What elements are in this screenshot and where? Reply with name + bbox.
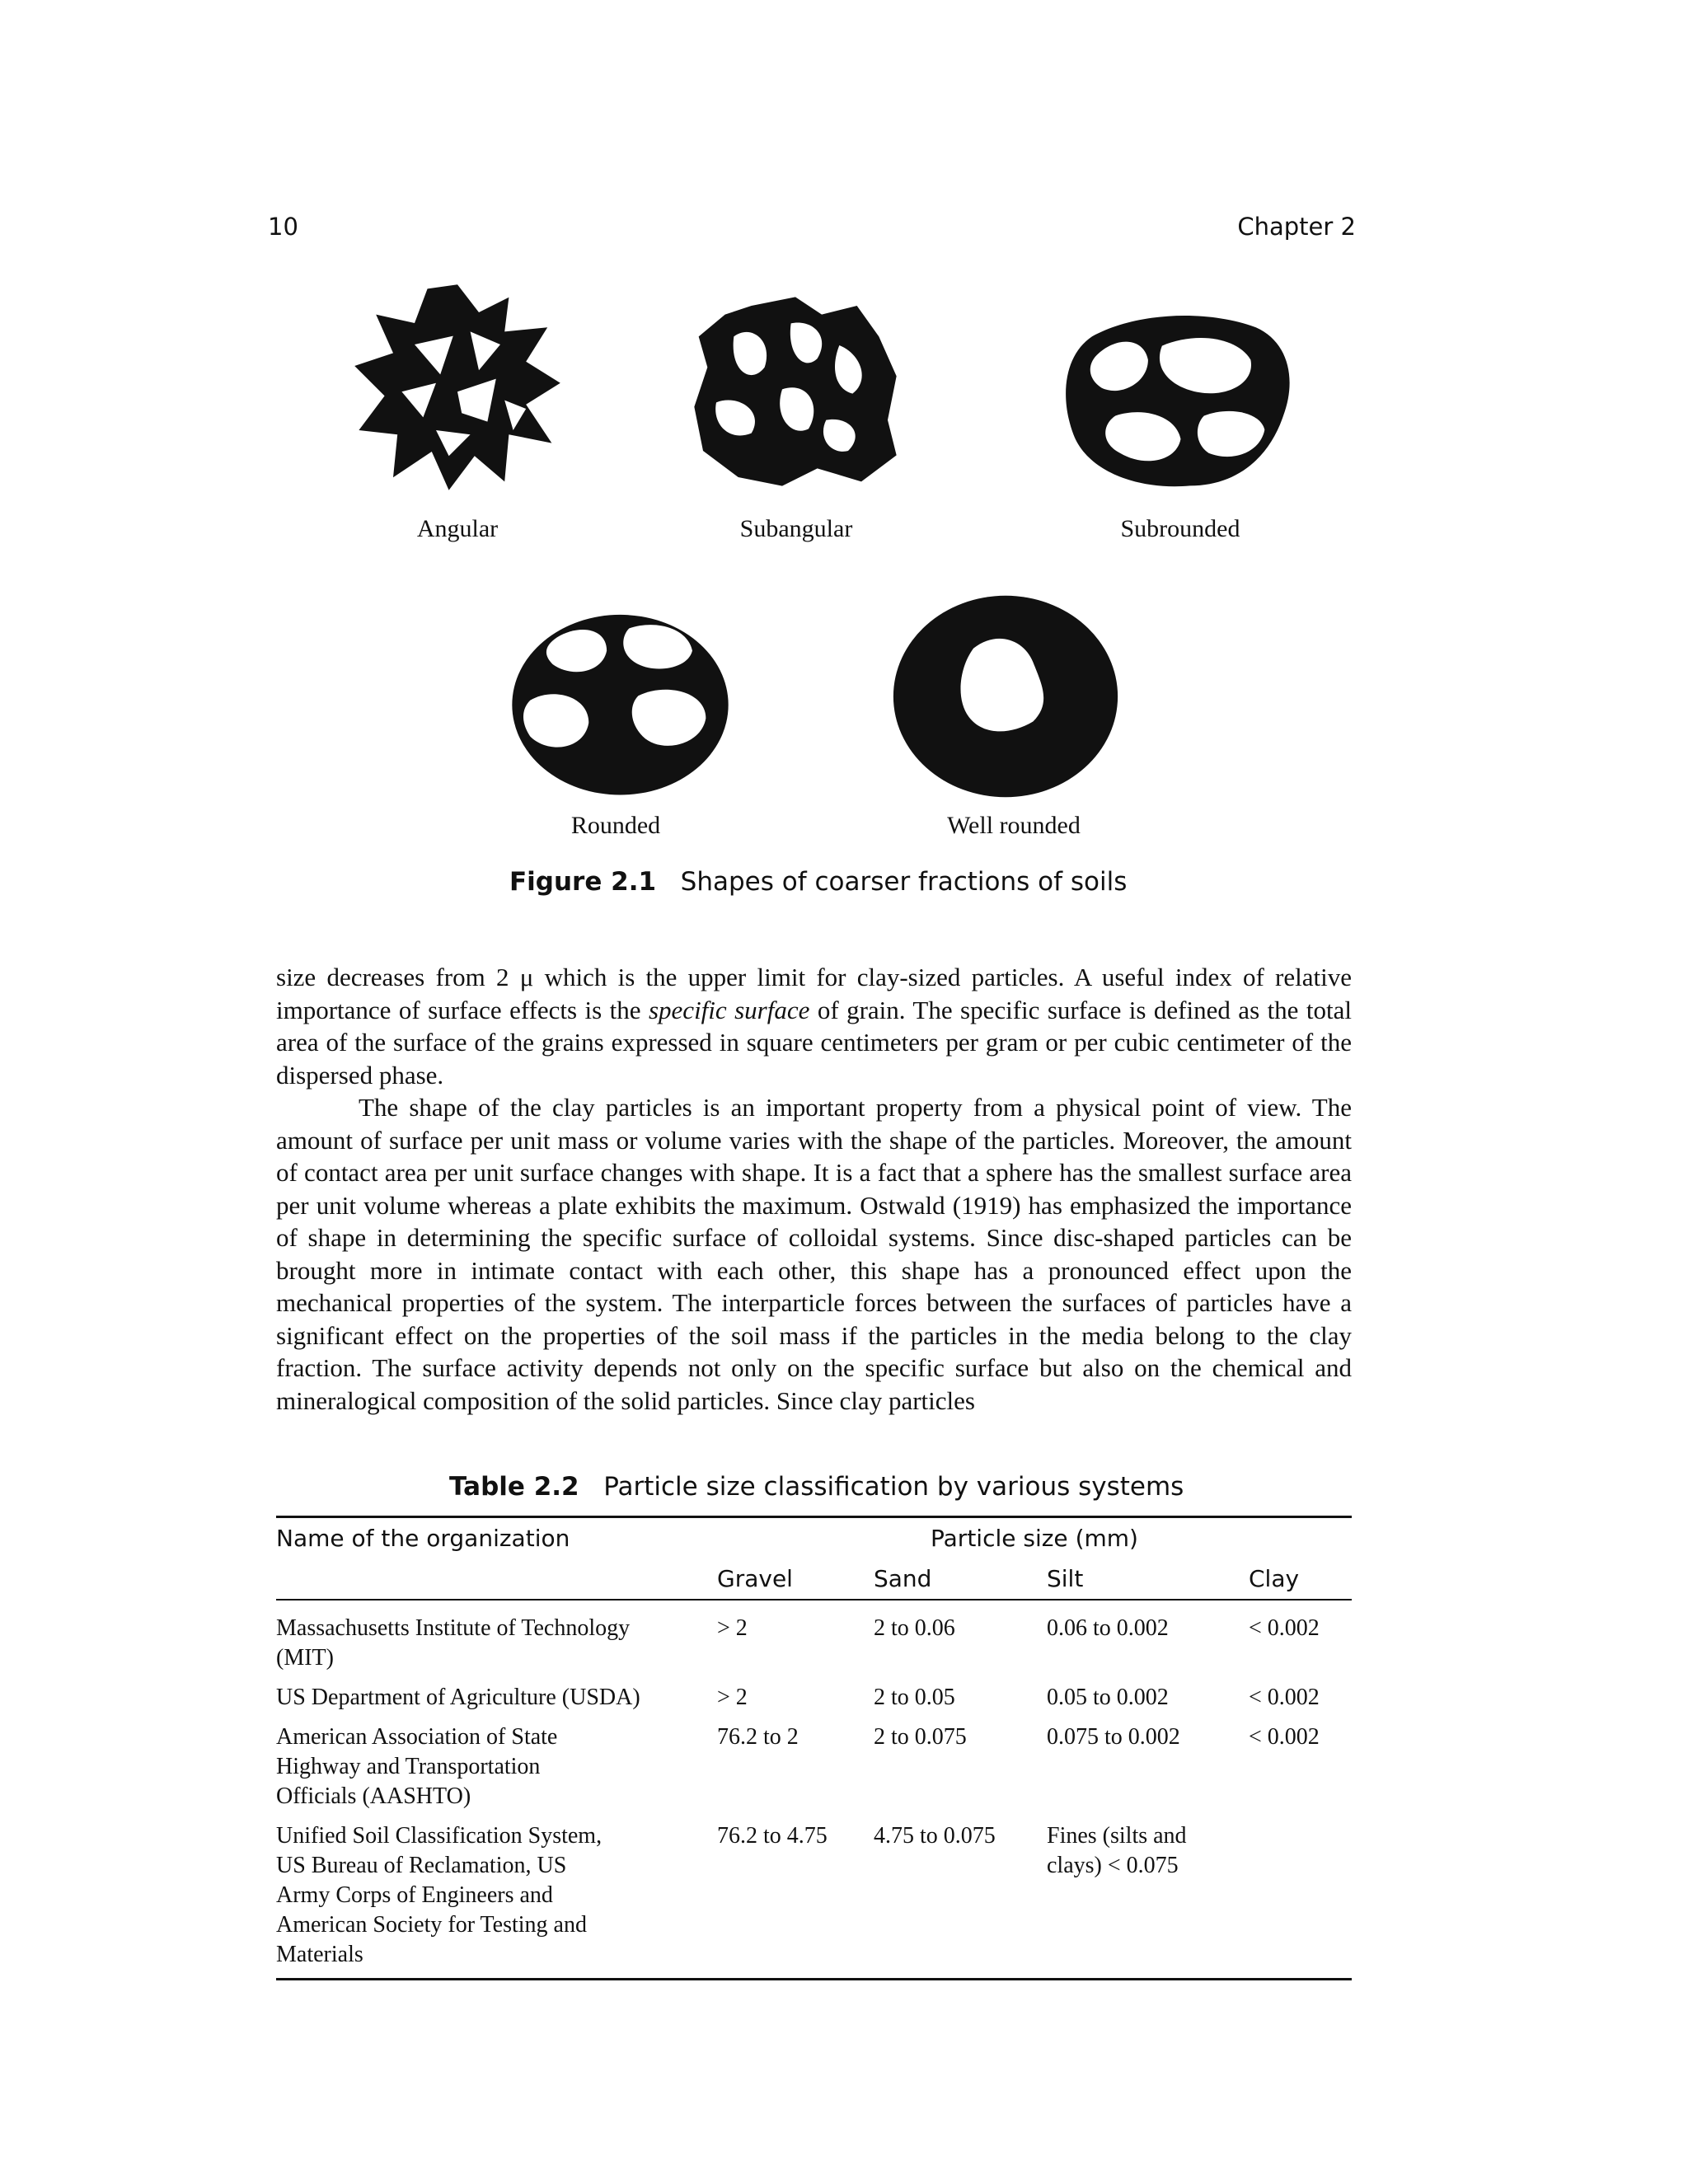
sand-cell: 2 to 0.05 — [874, 1685, 955, 1710]
table-caption-text: Particle size classification by various systems — [603, 1472, 1184, 1502]
clay-cell: < 0.002 — [1249, 1685, 1320, 1710]
running-head: Chapter 2 — [1237, 213, 1356, 241]
gravel-cell: 76.2 to 4.75 — [717, 1823, 828, 1849]
table-row — [276, 1600, 1352, 1680]
org-cell: Unified Soil Classification System, US Bureau of Reclamation, US Army Corps of Engineers and American Society for Testing and Materials — [276, 1823, 603, 1967]
table-row — [276, 1818, 1352, 1980]
figure-caption-text: Shapes of coarser fractions of soils — [680, 867, 1128, 897]
gravel-cell: 76.2 to 2 — [717, 1724, 799, 1750]
org-cell: US Department of Agriculture (USDA) — [276, 1685, 640, 1710]
figure-number: Figure 2.1 — [509, 867, 657, 897]
figure-caption — [509, 867, 1127, 897]
well-rounded-grain-drawing — [890, 593, 1121, 799]
clay-cell: < 0.002 — [1249, 1724, 1320, 1750]
gravel-cell: > 2 — [717, 1685, 748, 1710]
silt-cell: 0.075 to 0.002 — [1047, 1724, 1180, 1750]
org-cell: Massachusetts Institute of Technology (MIT) — [276, 1615, 631, 1671]
header-gravel: Gravel — [717, 1565, 793, 1592]
table-row — [276, 1719, 1352, 1818]
label-rounded: Rounded — [570, 812, 661, 839]
particle-size-table — [276, 1516, 1352, 1980]
paragraph-2: The shape of the clay particles is an important property from a physical point of view. The amount of surface per unit mass or volume varies with the shape of the particles. Moreover, the amount of contact area per unit surface changes with shape. It is a fact that a sphere has the smallest surface area per unit volume whereas a plate exhibits the maximum. Ostwald (1919) has emphasized the importance of shape in determining the specific surface of colloidal systems. Since disc-shaped particles can be brought more in intimate contact with each other, this shape has a pronounced effect upon the mechanical properties of the system. The interparticle forces between the surfaces of particles have a significant effect on the properties of the soil mass if the particles in the media belong to the clay fraction. The surface activity depends not only on the specific surface but also on the chemical and mineralogical composition of the solid particles. Since clay particles — [276, 1093, 1352, 1415]
subangular-grain-drawing — [684, 293, 907, 490]
label-subrounded: Subrounded — [1120, 515, 1240, 542]
sand-cell: 2 to 0.06 — [874, 1615, 955, 1641]
subrounded-grain-drawing — [1063, 313, 1298, 490]
gravel-cell: > 2 — [717, 1615, 748, 1641]
label-well-rounded: Well rounded — [947, 812, 1081, 839]
angular-grain-drawing — [350, 280, 565, 494]
body-text — [276, 961, 1352, 1417]
page-number: 10 — [268, 213, 298, 241]
table-number: Table 2.2 — [449, 1472, 579, 1502]
paragraph-1: size decreases from 2 μ which is the upper limit for clay-sized particles. A useful index of relative importance of surface effects is the specific surface of grain. The specific surface is defined as the total area of the surface of the grains expressed in square centimeters per gram or per cubic centimeter of the dispersed phase. — [276, 963, 1352, 1090]
sand-cell: 2 to 0.075 — [874, 1724, 967, 1750]
table-caption — [449, 1472, 1184, 1502]
specific-surface-term: specific surface — [648, 995, 810, 1024]
silt-cell: 0.05 to 0.002 — [1047, 1685, 1169, 1710]
fines-cell: Fines (silts and clays) < 0.075 — [1047, 1823, 1187, 1878]
table-row — [276, 1680, 1352, 1719]
header-silt: Silt — [1047, 1565, 1084, 1592]
header-sand: Sand — [874, 1565, 932, 1592]
org-cell: American Association of State Highway and Transportation Officials (AASHTO) — [276, 1724, 558, 1809]
silt-cell: 0.06 to 0.002 — [1047, 1615, 1169, 1641]
clay-cell: < 0.002 — [1249, 1615, 1320, 1641]
header-organization: Name of the organization — [276, 1525, 570, 1552]
header-particle-size: Particle size (mm) — [931, 1525, 1138, 1552]
label-subangular: Subangular — [739, 515, 853, 542]
sand-cell: 4.75 to 0.075 — [874, 1823, 996, 1849]
rounded-grain-drawing — [507, 606, 734, 799]
header-clay: Clay — [1249, 1565, 1300, 1592]
label-angular: Angular — [416, 515, 499, 542]
